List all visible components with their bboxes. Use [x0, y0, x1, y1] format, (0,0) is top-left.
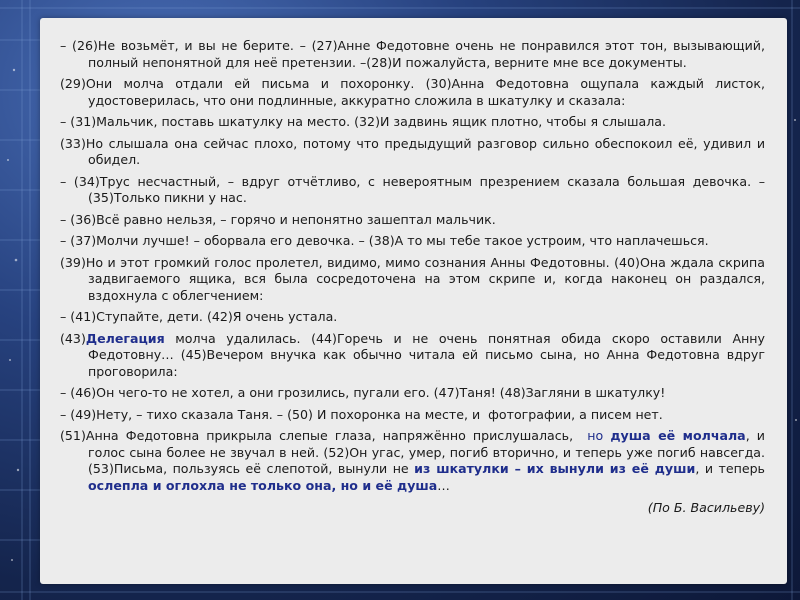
- text-panel: [40, 18, 787, 584]
- paragraph: [60, 254, 770, 305]
- text-segment: (51)Анна Федотовна прикрыла слепые глаза, напряжённо прислушалась,: [60, 428, 588, 443]
- text-segment: – (41)Ступайте, дети. (42)Я очень устала.: [60, 309, 338, 324]
- text-segment: , и голос сына более не звучал в ней. (52)Он угас, умер, погиб вторично, и теперь уже погиб навсегда. (53)Письма, пользуясь её слепотой, вынули не: [88, 428, 770, 476]
- text-segment: – (46)Он чего-то не хотел, а они грозились, пугали его. (47)Таня! (48)Загляни в шкатулку!: [60, 385, 666, 400]
- highlighted-text: но: [587, 428, 611, 443]
- text-segment: – (36)Всё равно нельзя, – горячо и непонятно зашептал мальчик.: [60, 211, 496, 227]
- text-segment: – (34)Трус несчастный, – вдруг отчётливо, с невероятным презрением сказала большая девочка. – (35)Только пикни у нас.: [60, 173, 770, 205]
- text-segment: …: [437, 477, 450, 493]
- paragraph: [60, 233, 765, 250]
- paragraph: [60, 135, 770, 169]
- paragraph: [60, 330, 770, 381]
- paragraph: [60, 407, 765, 424]
- text-segment: – (31)Мальчик, поставь шкатулку на место. (32)И задвинь ящик плотно, чтобы я слышала.: [60, 114, 667, 129]
- highlighted-text: из шкатулки – их вынули из её души: [414, 461, 696, 476]
- paragraph: [60, 212, 765, 229]
- paragraph: [60, 38, 770, 71]
- text-segment: (43): [60, 330, 86, 346]
- highlighted-text: ослепла и оглохла не только она, но и её душа: [88, 477, 438, 493]
- highlighted-text: Делегация: [85, 330, 165, 346]
- text-segment: – (26)Не возьмёт, и вы не берите. – (27)Анне Федотовне очень не понравился этот тон, вызывающий, полный непонятной для неё претензии. –(28)И пожалуйста, верните мне все документы.: [60, 38, 770, 70]
- paragraph: [60, 114, 765, 131]
- text-segment: (39)Но и этот громкий голос пролетел, видимо, мимо сознания Анны Федотовны. (40)Она ждала скрипа задвигаемого ящика, вся была сосредоточена на этом скрипе и, когда наконец он раздался, вздохнула с облегчением:: [60, 254, 770, 303]
- text-segment: (33)Но слышала она сейчас плохо, потому что предыдущий разговор сильно обеспокоил её, удивил и обидел.: [60, 135, 770, 167]
- text-segment: – (49)Нету, – тихо сказала Таня. – (50) И похоронка на месте, и фотографии, а писем нет.: [60, 406, 663, 422]
- text-body: [60, 38, 770, 494]
- text-segment: – (37)Молчи лучше! – оборвала его девочка. – (38)А то мы тебе такое устроим, что наплачешься.: [60, 233, 709, 248]
- paragraph: [60, 173, 770, 207]
- text-segment: молча удалилась. (44)Горечь и не очень понятная обида скоро оставили Анну Федотовну… (45)Вечером внучка как обычно читала ей письмо сына, но Анна Федотовна вдруг проговорила:: [88, 330, 770, 379]
- author-attribution: (По Б. Васильеву): [647, 500, 765, 515]
- paragraph: [60, 385, 765, 402]
- paragraph: [60, 76, 770, 109]
- paragraph: [60, 309, 765, 326]
- text-segment: (29)Они молча отдали ей письма и похоронку. (30)Анна Федотовна ощупала каждый листок, удостоверилась, что они подлинные, аккуратно сложила в шкатулку и сказала:: [60, 76, 770, 108]
- text-segment: , и теперь: [695, 461, 769, 476]
- highlighted-text: душа её молчала: [610, 428, 746, 443]
- paragraph: [60, 428, 770, 494]
